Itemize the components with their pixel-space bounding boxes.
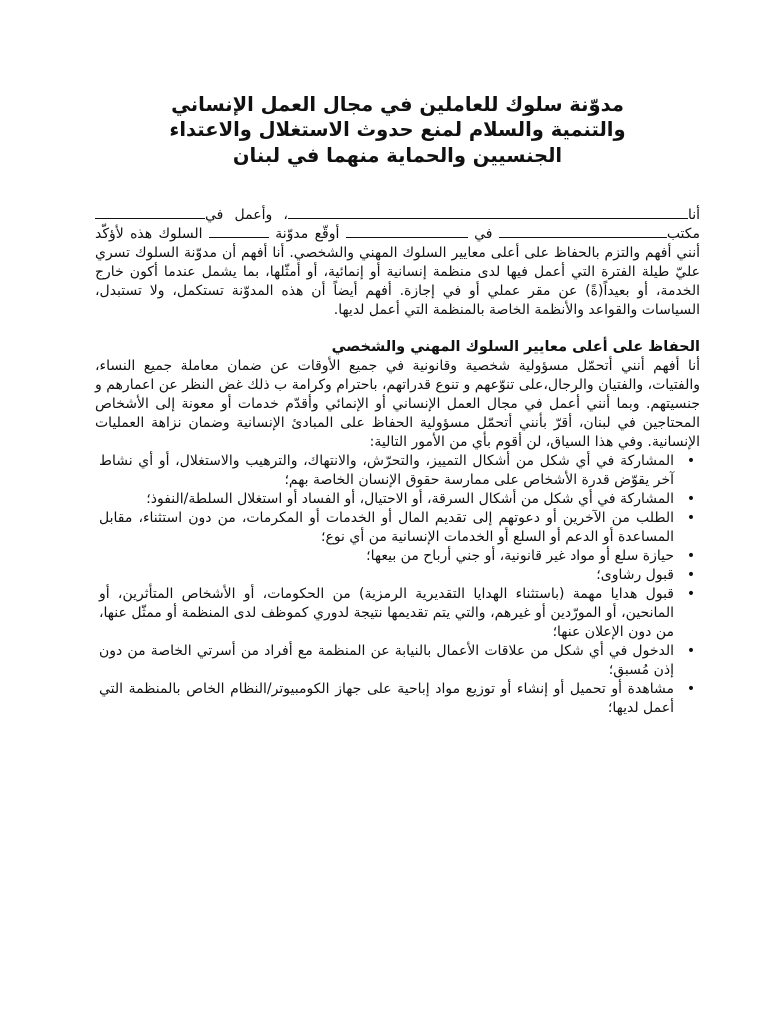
list-item — [95, 642, 700, 680]
section-body-paragraph: أنا أفهم أنني أتحمّل مسؤولية شخصية وقانونية في جميع الأوقات عن ضمان معاملة جميع النساء، والفتيات، والفتيان والرجال،على تنوّعهم و تنوع قدراتهم، باحترام وكرامة ب ذلك غض النظر عن اعمارهم و جنسيتهم. وبما أنني أعمل في مجال العمل الإنساني أو الإنمائي وأقدّم خدمات أو معونة إلى الأشخاص المحتاجين في لبنان، أقرّ بأنني أتحمّل مسؤولية الحفاظ على المبادئ الإنسانية وضمان نزاهة العمليات الإنسانية. وفي هذا السياق، لن أقوم بأي من الأمور التالية: — [95, 358, 700, 451]
list-item-text: المشاركة في أي شكل من أشكال السرقة، أو الاحتيال، أو الفساد أو استغلال السلطة/النفوذ؛ — [146, 491, 674, 508]
list-item-text: مشاهدة أو تحميل أو إنشاء أو توزيع مواد إباحية على جهاز الكومبيوتر/النظام الخاص بالمنظمة التي أعمل لديها؛ — [99, 681, 674, 717]
intro-word-sign: أوقّع مدوّنة — [275, 226, 340, 243]
bullet-icon: • — [686, 491, 696, 508]
intro-word-office: مكتب — [666, 226, 701, 243]
title-line-3: الجنسيين والحماية منهما في لبنان — [232, 143, 563, 167]
list-item-text: قبول هدايا مهمة (باستثناء الهدايا التقديرية الرمزية) من الحكومات، أو الأشخاص المتأثرين، أو المانحين، أو المورّدين أو غيرهم، والتي يتم تقديمها نتيجة لدوري كموظف لدى المنظمة أو ممثّل عنها، من دون الإعلان عنها؛ — [99, 586, 674, 641]
employer-blank-line — [95, 206, 205, 219]
list-item — [95, 509, 700, 547]
office-blank-line — [499, 225, 667, 238]
list-item-text: قبول رشاوى؛ — [596, 567, 674, 584]
list-item — [95, 547, 700, 566]
bullet-icon: • — [686, 586, 696, 603]
intro-word-work: ، وأعمل في — [205, 207, 288, 224]
bullet-icon: • — [686, 510, 696, 527]
intro-paragraph — [95, 206, 700, 320]
section-heading: الحفاظ على أعلى معايير السلوك المهني والشخصي — [331, 339, 700, 356]
list-item — [95, 585, 700, 642]
list-item-text: الطلب من الآخرين أو دعوتهم إلى تقديم المال أو الخدمات أو المكرمات، من دون استثناء، مقابل المساعدة أو الدعم أو السلع أو الخدمات الإنسانية من أي نوع؛ — [99, 510, 674, 546]
title-line-2: والتنمية والسلام لمنع حدوث الاستغلال والاعتداء — [169, 118, 626, 142]
intro-word-ana: أنا — [687, 207, 700, 224]
list-item — [95, 566, 700, 585]
intro-body-text: السلوك هذه لأؤكّد أنني أفهم والتزم بالحفاظ على أعلى معايير السلوك المهني والشخصي. أنا أفهم أن مدوّنة السلوك تسري عليّ طيلة الفترة التي أعمل فيها لدى منظمة إنسانية أو إنمائية، أو أمثّلها، بما يشمل عندما أكون خارج الخدمة، أو بعيداً(ةً) عن مقر عملي أو في إجازة. أفهم أيضاً أن هذه المدوّنة تستكمل، ولا تستبدل، السياسات والقواعد والأنظمة الخاصة بالمنظمة التي أعمل لديها. — [95, 226, 700, 319]
bullet-icon: • — [686, 567, 696, 584]
document-page — [95, 92, 700, 718]
list-item-text: حيازة سلع أو مواد غير قانونية، أو جني أرباح من بيعها؛ — [366, 548, 674, 565]
list-item — [95, 452, 700, 490]
bullet-icon: • — [686, 548, 696, 565]
title-line-1: مدوّنة سلوك للعاملين في مجال العمل الإنساني — [171, 93, 624, 116]
list-item — [95, 680, 700, 718]
list-item-text: المشاركة في أي شكل من أشكال التمييز، والتحرّش، والانتهاك، والترهيب والاستغلال، أو أي نشاط آخر يقوّض قدرة الأشخاص على ممارسة حقوق الإنسان الخاصة بهم؛ — [99, 453, 674, 489]
bullet-icon: • — [686, 681, 696, 698]
location-blank-line — [346, 225, 468, 238]
document-title — [95, 92, 700, 168]
bullet-icon: • — [686, 643, 696, 660]
prohibited-acts-list — [95, 452, 700, 718]
organization-blank-line — [209, 225, 269, 238]
intro-word-in: في — [474, 226, 493, 243]
list-item — [95, 490, 700, 509]
list-item-text: الدخول في أي شكل من علاقات الأعمال بالنيابة عن المنظمة مع أفراد من أسرتي الخاصة من دون إذن مُسبق؛ — [99, 643, 674, 679]
name-blank-line — [288, 206, 688, 219]
bullet-icon: • — [686, 453, 696, 470]
